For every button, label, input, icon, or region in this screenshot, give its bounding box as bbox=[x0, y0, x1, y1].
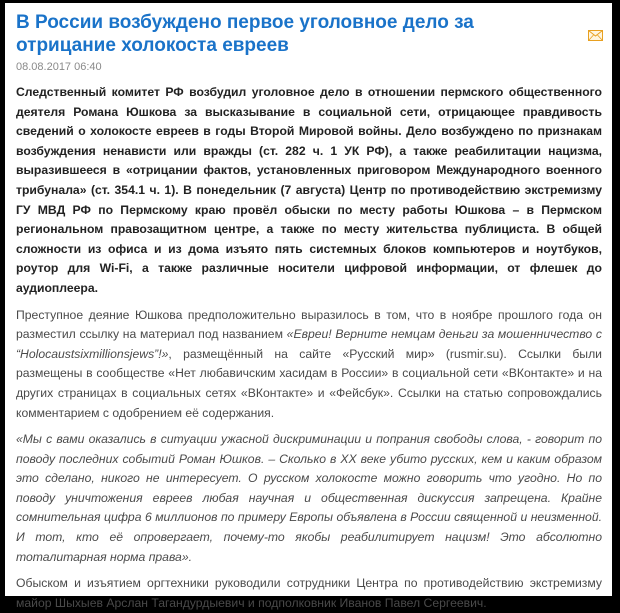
paragraph-2 bbox=[16, 306, 602, 424]
envelope-icon[interactable] bbox=[588, 30, 603, 41]
paragraph-4: Обыском и изъятием оргтехники руководили сотрудники Центра по противодействию экстремизму майор Шыхыев Арслан Тагандурдыевич и подполковник Иванов Павел Сергеевич. bbox=[16, 576, 602, 610]
lead-paragraph: Следственный комитет РФ возбудил уголовное дело в отношении пермского общественного деятеля Романа Юшкова за высказывание в социальной сети, отрицающее правдивость сведений о холокосте евреев в годы Второй Мировой войны. Дело возбуждено по признакам возбуждения ненависти или вражды (ст. 282 ч. 1 УК РФ), а также реабилитации нацизма, выразившееся в «отрицании фактов, установленных приговором Международного военного трибунала» (ст. 354.1 ч. 1). В понедельник (7 августа) Центр по противодействию экстремизму ГУ МВД РФ по Пермскому краю провёл обыски по месту работы Юшкова – в Пермском региональном правозащитном центре, а также по месту жительства публициста. В общей сложности из офиса и из дома изъято пять системных блоков компьютеров и ноутбуков, роутор для Wi-Fi, а также различные носители цифровой информации, от флешек до аудиоплеера. bbox=[16, 85, 602, 295]
quote-paragraph: «Мы с вами оказались в ситуации ужасной дискриминации и попрания свободы слова, - говорит по поводу последних событий Роман Юшков. – Сколько в XX веке убито русских, кем и каким образом это сделано, никого не интересует. О русском холокосте можно говорить что угодно. Но по поводу уничтожения евреев любая научная и общественная дискуссия запрещена. Крайне сомнительная цифра 6 миллионов по примеру Европы объявлена в России священной и неизменной. И тот, кто её опровергает, почему-то якобы реабилитирует нацизм! Это абсолютно тоталитарная норма права». bbox=[16, 432, 602, 564]
article-body bbox=[16, 83, 602, 613]
paragraph-2-start: Преступное деяние Юшкова предположительно выразилось в том, что в ноябре прошлого года он разместил ссылку на материал под названием bbox=[16, 307, 602, 342]
paragraph-2-end: , размещённый на сайте «Русский мир» (rusmir.su). Ссылки были размещены в сообществе «Нет любавичским хасидам в России» в социальной сети «ВКонтакте» и на других страницах в социальных сетях «ВКонтакте» и «Фейсбук». Ссылки на статью сопровождались комментарием с одобрением её содержания. bbox=[16, 346, 602, 420]
article-title: В России возбуждено первое уголовное дело за отрицание холокоста евреев bbox=[16, 12, 474, 56]
article-page bbox=[5, 3, 612, 610]
article-headline-quote: «Евреи! Верните немцам деньги за мошенничество с “Holocaustsixmillionsjews”!» bbox=[16, 327, 602, 361]
publish-date: 08.08.2017 06:40 bbox=[16, 61, 102, 73]
